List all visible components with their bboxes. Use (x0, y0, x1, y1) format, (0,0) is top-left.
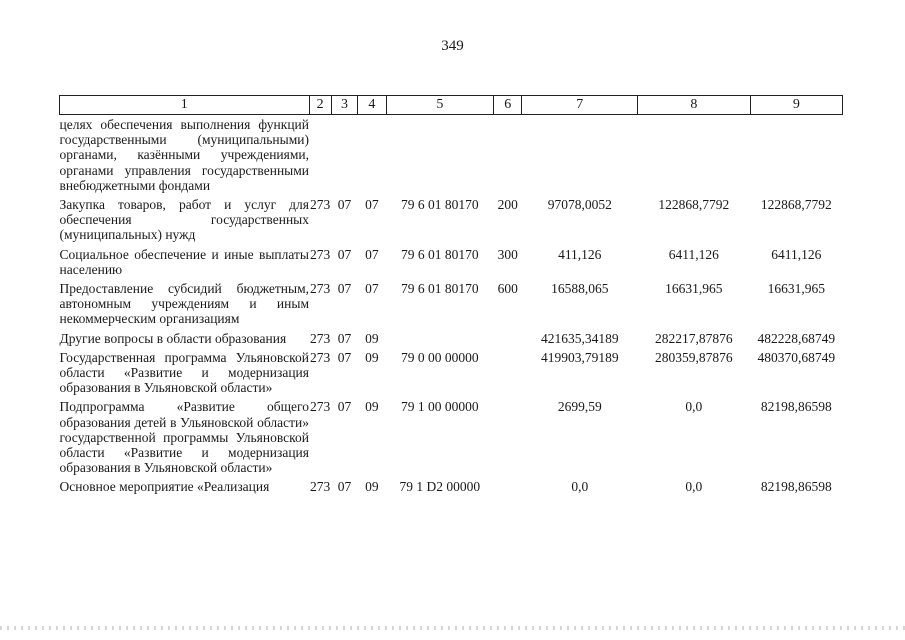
header-col-8: 8 (638, 96, 751, 115)
header-col-5: 5 (386, 96, 494, 115)
row-admin-code: 273 (310, 330, 331, 346)
row-target-article (386, 327, 494, 346)
row-admin-code: 273 (310, 349, 331, 365)
row-description: Предоставление субсидий бюджетным, автономным учреждениям и иным некоммерческим организациям (59, 281, 309, 327)
row-value-col8: 122868,7792 (658, 197, 730, 213)
row-section: 07 (337, 330, 352, 346)
header-col-9: 9 (750, 96, 842, 115)
row-expense-type (494, 346, 522, 396)
header-row (60, 96, 843, 115)
row-value-col8: 16631,965 (665, 281, 723, 297)
row-description: Государственная программа Ульяновской области «Развитие и модернизация образования в Ульяновской области» (59, 349, 309, 396)
table-row (60, 327, 843, 346)
row-expense-type (494, 395, 522, 475)
row-value-col8: 282217,87876 (655, 330, 733, 346)
row-admin-code: 273 (310, 197, 331, 213)
row-value-col9: 480370,68749 (757, 349, 836, 365)
row-subsection: 09 (365, 399, 379, 415)
row-value-col9 (750, 115, 842, 194)
row-value-col9: 82198,86598 (760, 399, 832, 415)
row-section: 07 (337, 479, 352, 495)
row-value-col7: 97078,0052 (547, 197, 612, 213)
table-row (60, 243, 843, 277)
row-value-col8: 0,0 (685, 479, 703, 495)
row-target-article: 79 6 01 80170 (401, 281, 479, 297)
row-subsection: 09 (365, 479, 379, 495)
row-admin-code: 273 (310, 246, 331, 262)
row-description: Другие вопросы в области образования (59, 330, 287, 346)
row-value-col8: 6411,126 (668, 246, 719, 262)
row-value-col8: 0,0 (685, 399, 703, 415)
table-row (60, 115, 843, 194)
row-target-article: 79 0 00 00000 (401, 349, 479, 365)
page-number: 349 (441, 38, 464, 54)
row-value-col9: 122868,7792 (760, 197, 832, 213)
header-col-1: 1 (60, 96, 310, 115)
row-expense-type (494, 327, 522, 346)
row-expense-type: 200 (497, 197, 518, 213)
row-description: Основное мероприятие «Реализация (59, 479, 270, 495)
row-value-col8 (638, 115, 751, 194)
row-section: 07 (337, 349, 352, 365)
row-value-col7 (522, 115, 638, 194)
row-description: Закупка товаров, работ и услуг для обеспечения государственных (муниципальных) нужд (59, 197, 309, 243)
row-admin-code: 273 (310, 399, 331, 415)
table-row (60, 395, 843, 475)
row-value-col7: 421635,34189 (540, 330, 619, 346)
row-section: 07 (337, 197, 352, 213)
row-admin-code: 273 (310, 479, 331, 495)
table-row (60, 346, 843, 396)
row-description: Социальное обеспечение и иные выплаты населению (59, 246, 309, 277)
scan-edge-noise (0, 626, 905, 630)
row-subsection: 07 (365, 281, 379, 297)
row-subsection (358, 115, 386, 194)
row-value-col9: 82198,86598 (760, 479, 832, 495)
row-section (331, 115, 357, 194)
row-value-col7: 419903,79189 (540, 349, 619, 365)
row-subsection: 09 (365, 330, 379, 346)
row-admin-code: 273 (310, 281, 331, 297)
row-expense-type (494, 115, 522, 194)
row-expense-type (494, 475, 522, 494)
row-expense-type: 600 (497, 281, 518, 297)
row-subsection: 09 (365, 349, 379, 365)
table-row (60, 193, 843, 243)
row-expense-type: 300 (497, 246, 518, 262)
row-description: целях обеспечения выполнения функций государственными (муниципальными) органами, казёнными учреждениями, органами управления государственными внебюджетными фондами (59, 117, 309, 193)
row-value-col9: 482228,68749 (757, 330, 836, 346)
row-section: 07 (337, 281, 352, 297)
table-row (60, 277, 843, 327)
row-value-col7: 2699,59 (557, 399, 602, 415)
budget-table (59, 95, 843, 495)
row-section: 07 (337, 399, 352, 415)
row-target-article: 79 6 01 80170 (401, 197, 479, 213)
row-subsection: 07 (365, 197, 379, 213)
row-value-col9: 6411,126 (771, 246, 822, 262)
row-section: 07 (337, 246, 352, 262)
header-col-7: 7 (522, 96, 638, 115)
header-col-4: 4 (358, 96, 386, 115)
header-col-6: 6 (494, 96, 522, 115)
row-value-col7: 0,0 (571, 479, 589, 495)
row-value-col7: 16588,065 (551, 281, 609, 297)
row-value-col8: 280359,87876 (655, 349, 733, 365)
row-target-article: 79 6 01 80170 (401, 246, 479, 262)
row-value-col7: 411,126 (558, 246, 602, 262)
row-target-article: 79 1 D2 00000 (399, 479, 481, 495)
header-col-3: 3 (331, 96, 357, 115)
row-value-col9: 16631,965 (767, 281, 825, 297)
header-col-2: 2 (309, 96, 331, 115)
row-admin-code (309, 115, 331, 194)
row-target-article (386, 115, 494, 194)
row-subsection: 07 (365, 246, 379, 262)
table-row (60, 475, 843, 494)
row-target-article: 79 1 00 00000 (401, 399, 479, 415)
row-description: Подпрограмма «Развитие общего образования детей в Ульяновской области» государственной программы Ульяновской области «Развитие и модернизация образования в Ульяновской области» (59, 399, 309, 476)
